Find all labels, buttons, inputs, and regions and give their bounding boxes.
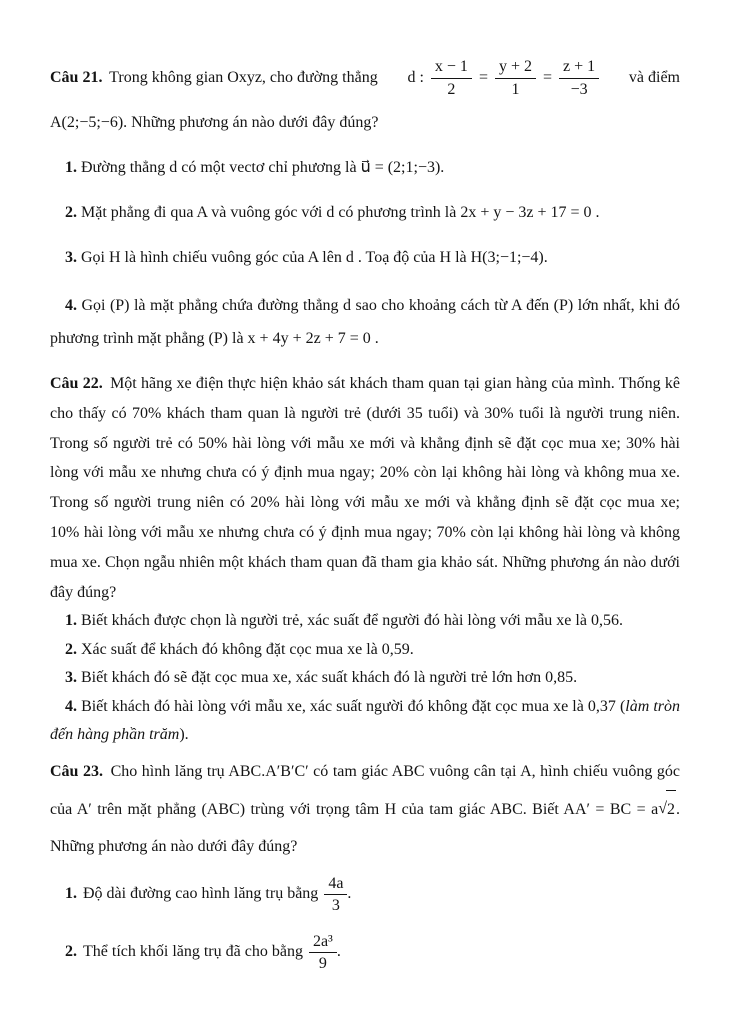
q22-text: Một hãng xe điện thực hiện khảo sát khách tham quan tại gian hàng của mình. Thống kê cho thấy có 70% khách tham quan là người trẻ (dưới 35 tuổi) và 30% tuổi là người trung niên. Trong số người trẻ có 50% hài lòng với mẫu xe mới và khẳng định sẽ đặt cọc mua xe; 30% hài lòng với mẫu xe nhưng chưa có ý định mua ngay; 20% còn lại không hài lòng và không mua xe. Trong số người trung niên có 20% hài lòng với mẫu xe mới và khẳng định sẽ đặt cọc mua xe; 10% hài lòng với mẫu xe nhưng chưa có ý định mua ngay; 70% còn lại không hài lòng và không mua xe. Chọn ngẫu nhiên một khách tham quan đã tham gia khảo sát. Những phương án nào dưới đây đúng? xyxy=(50,375,681,601)
q21-intro-start xyxy=(50,69,378,87)
period: . xyxy=(347,885,352,903)
q23-item-2 xyxy=(50,923,680,981)
q21-label: Câu 21. xyxy=(50,69,103,86)
item-math xyxy=(309,932,341,973)
item-math xyxy=(324,874,351,915)
q23-item-1 xyxy=(50,865,680,923)
radical-icon: √ xyxy=(658,800,667,818)
question-23 xyxy=(50,753,680,981)
period: . xyxy=(336,943,341,961)
fraction-denominator: 3 xyxy=(331,896,340,914)
square-root xyxy=(658,801,676,818)
q22-statement xyxy=(50,369,680,607)
q21-d-label: d : xyxy=(407,69,424,86)
q22-item-2 xyxy=(50,636,680,664)
item-number: 3. xyxy=(65,249,77,266)
q23-statement xyxy=(50,753,680,865)
item-number: 2. xyxy=(65,943,77,961)
item-text-tail: ). xyxy=(179,726,189,743)
item-number: 2. xyxy=(65,204,77,221)
fraction-numerator: 2a³ xyxy=(309,932,337,953)
q23-label: Câu 23. xyxy=(50,763,104,781)
fraction xyxy=(324,874,347,915)
fraction-x xyxy=(431,57,472,98)
fraction-y xyxy=(495,57,536,98)
q21-item-1 xyxy=(50,157,680,179)
q21-line-equation xyxy=(407,57,599,98)
item-text: Mặt phẳng đi qua A và vuông góc với d có phương trình là 2x + y − 3z + 17 = 0 . xyxy=(81,204,600,221)
fraction-numerator: y + 2 xyxy=(495,57,536,78)
item-text: Gọi H là hình chiếu vuông góc của A lên d . Toạ độ của H là H(3;−1;−4). xyxy=(81,249,548,266)
q23-outro: . Những phương án nào dưới đây đúng? xyxy=(50,801,680,856)
item-number: 1. xyxy=(65,885,77,903)
q22-label: Câu 22. xyxy=(50,375,103,392)
q23-intro: Cho hình lăng trụ ABC.A′B′C′ có tam giác ABC vuông cân tại A, hình chiếu vuông góc của A′ trên mặt phẳng (ABC) trùng với trọng tâm H của tam giác ABC. Biết xyxy=(50,763,681,819)
equals-sign: = xyxy=(543,69,553,86)
question-21 xyxy=(50,50,680,355)
q21-intro-text: Trong không gian Oxyz, cho đường thẳng xyxy=(109,69,378,86)
q21-question-line: A(2;−5;−6). Những phương án nào dưới đây đúng? xyxy=(50,114,379,131)
item-text: Biết khách đó hài lòng với mẫu xe, xác suất người đó không đặt cọc mua xe là 0,37 ( xyxy=(81,697,626,715)
q21-item-2 xyxy=(50,202,680,224)
q21-item-3 xyxy=(50,247,680,269)
item-number: 4. xyxy=(65,697,77,715)
fraction xyxy=(309,932,337,973)
item-text: Gọi (P) là mặt phẳng chứa đường thẳng d sao cho khoảng cách từ A đến (P) lớn nhất, khi đó phương trình mặt phẳng (P) là x + 4y + 2z + 7 = 0 . xyxy=(50,297,681,347)
fraction-denominator: 9 xyxy=(318,954,327,972)
q22-item-4 xyxy=(50,693,680,750)
item-text: Thể tích khối lăng trụ đã cho bằng xyxy=(83,943,303,961)
fraction-denominator: 2 xyxy=(447,80,456,98)
equals-sign: = xyxy=(478,69,488,86)
fraction-numerator: x − 1 xyxy=(431,57,472,78)
q23-eq-pre: AA′ = BC = a xyxy=(563,801,659,819)
q23-equation xyxy=(563,801,676,818)
q22-item-3 xyxy=(50,664,680,692)
item-text-italic: làm tròn đến hàng phần trăm xyxy=(50,697,681,743)
question-22 xyxy=(50,369,680,749)
item-number: 4. xyxy=(65,297,77,314)
q21-intro-line xyxy=(50,50,680,106)
item-text: Xác suất để khách đó không đặt cọc mua xe là 0,59. xyxy=(81,640,414,658)
item-number: 1. xyxy=(65,159,77,176)
q21-intro-tail: và điểm xyxy=(628,69,680,86)
fraction-numerator: 4a xyxy=(324,874,347,895)
radicand: 2 xyxy=(666,790,676,828)
fraction-numerator: z + 1 xyxy=(559,57,599,78)
fraction-z xyxy=(559,57,599,98)
item-number: 1. xyxy=(65,612,77,630)
fraction-denominator: −3 xyxy=(570,80,588,98)
item-text: Biết khách được chọn là người trẻ, xác suất để người đó hài lòng với mẫu xe là 0,56. xyxy=(81,612,623,630)
item-text: Đường thẳng d có một vectơ chỉ phương là u⃗ = (2;1;−3). xyxy=(81,159,445,176)
item-number: 2. xyxy=(65,640,77,658)
fraction-denominator: 1 xyxy=(511,80,520,98)
q21-item-4 xyxy=(50,289,680,355)
item-text: Độ dài đường cao hình lăng trụ bằng xyxy=(83,885,319,903)
item-text: Biết khách đó sẽ đặt cọc mua xe, xác suất khách đó là người trẻ lớn hơn 0,85. xyxy=(81,669,578,687)
q22-item-1 xyxy=(50,607,680,635)
item-number: 3. xyxy=(65,669,77,687)
